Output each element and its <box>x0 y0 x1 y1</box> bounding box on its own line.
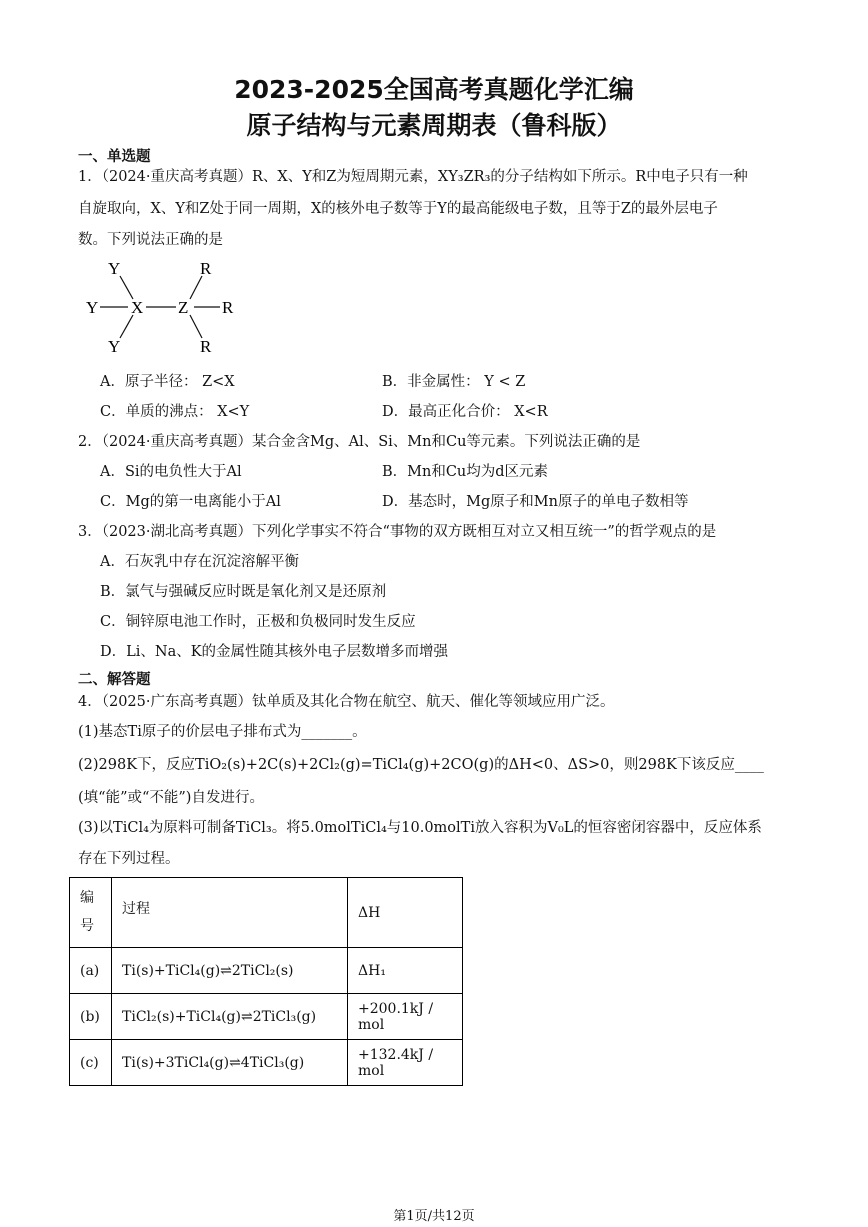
bond-z-r-top <box>190 276 202 299</box>
q3-option-d: D．Li、Na、K的金属性随其核外电子层数增多而增强 <box>100 644 449 660</box>
q4-part-2-line-2: (填“能”或“不能”)自发进行。 <box>78 790 264 806</box>
q2-stem: 2．（2024·重庆高考真题）某合金含Mg、Al、Si、Mn和Cu等元素。下列说法正确的是 <box>78 434 641 450</box>
bond-y-bottom-x <box>120 315 133 338</box>
q1-stem-line-2: 自旋取向，X、Y和Z处于同一周期，X的核外电子数等于Y的最高能级电子数，且等于Z的最外层电子 <box>78 201 718 217</box>
table-row <box>70 994 463 1040</box>
row-c-process: Ti(s)+3TiCl₄(g)⇌4TiCl₃(g) <box>112 1040 348 1086</box>
section-heading-single-choice: 一、单选题 <box>78 149 151 165</box>
title-line-1: 2023-2025全国高考真题化学汇编 <box>234 75 634 104</box>
row-b-num: (b) <box>70 994 112 1040</box>
row-c-dh: +132.4kJ / mol <box>348 1040 463 1086</box>
header-dh: ΔH <box>348 878 463 948</box>
bond-z-r-bottom <box>190 315 202 338</box>
atom-y-top: Y <box>108 259 121 278</box>
atom-r-right: R <box>222 298 234 317</box>
q1-option-a: A．原子半径： Z<X <box>100 374 235 390</box>
row-c-num: (c) <box>70 1040 112 1086</box>
row-b-process: TiCl₂(s)+TiCl₄(g)⇌2TiCl₃(g) <box>112 994 348 1040</box>
section-heading-answer: 二、解答题 <box>78 672 151 688</box>
q4-part-2-line-1: (2)298K下，反应TiO₂(s)+2C(s)+2Cl₂(g)=TiCl₄(g)+2CO(g)的ΔH<0、ΔS>0，则298K下该反应____ <box>78 757 764 773</box>
page-footer: 第1页/共12页 <box>393 1209 475 1224</box>
q4-part-3-line-2: 存在下列过程。 <box>78 851 180 867</box>
atom-r-top: R <box>200 259 212 278</box>
q4-part-3-line-1: (3)以TiCl₄为原料可制备TiCl₃。将5.0molTiCl₄与10.0molTi放入容积为V₀L的恒容密闭容器中，反应体系 <box>78 820 762 836</box>
q3-option-a: A．石灰乳中存在沉淀溶解平衡 <box>100 554 299 570</box>
q1-option-b: B．非金属性： Y < Z <box>382 374 526 390</box>
q2-option-d: D．基态时，Mg原子和Mn原子的单电子数相等 <box>382 494 689 510</box>
atom-z: Z <box>178 298 189 317</box>
q3-option-c: C．铜锌原电池工作时，正极和负极同时发生反应 <box>100 614 416 630</box>
q1-stem-line-1: 1．（2024·重庆高考真题）R、X、Y和Z为短周期元素，XY₃ZR₃的分子结构如下所示。R中电子只有一种 <box>78 169 748 185</box>
bond-y-top-x <box>120 276 133 299</box>
atom-r-bottom: R <box>200 337 212 356</box>
atom-x: X <box>131 298 144 317</box>
table-row <box>70 1040 463 1086</box>
q1-stem-line-3: 数。下列说法正确的是 <box>78 232 223 248</box>
q4-part-1: (1)基态Ti原子的价层电子排布式为_______。 <box>78 724 367 740</box>
q1-option-d: D．最高正化合价： X<R <box>382 404 548 420</box>
q1-option-c: C．单质的沸点： X<Y <box>100 404 250 420</box>
process-table <box>69 877 463 1086</box>
q4-stem: 4．（2025·广东高考真题）钛单质及其化合物在航空、航天、催化等领域应用广泛。 <box>78 694 615 710</box>
q2-option-c: C．Mg的第一电离能小于Al <box>100 494 281 510</box>
row-a-dh: ΔH₁ <box>348 948 463 994</box>
title-line-2: 原子结构与元素周期表（鲁科版） <box>246 111 622 140</box>
header-num: 编 号 <box>70 878 112 948</box>
q3-option-b: B．氯气与强碱反应时既是氧化剂又是还原剂 <box>100 584 387 600</box>
molecule-structure-diagram <box>80 256 250 356</box>
table-row <box>70 948 463 994</box>
q2-option-b: B．Mn和Cu均为d区元素 <box>382 464 549 480</box>
table-header-row <box>70 878 463 948</box>
row-b-dh: +200.1kJ / mol <box>348 994 463 1040</box>
row-a-num: (a) <box>70 948 112 994</box>
header-process: 过程 <box>112 878 348 948</box>
row-a-process: Ti(s)+TiCl₄(g)⇌2TiCl₂(s) <box>112 948 348 994</box>
q2-option-a: A．Si的电负性大于Al <box>100 464 242 480</box>
atom-y-left: Y <box>86 298 99 317</box>
atom-y-bottom: Y <box>108 337 121 356</box>
q3-stem: 3．（2023·湖北高考真题）下列化学事实不符合“事物的双方既相互对立又相互统一”的哲学观点的是 <box>78 524 717 540</box>
